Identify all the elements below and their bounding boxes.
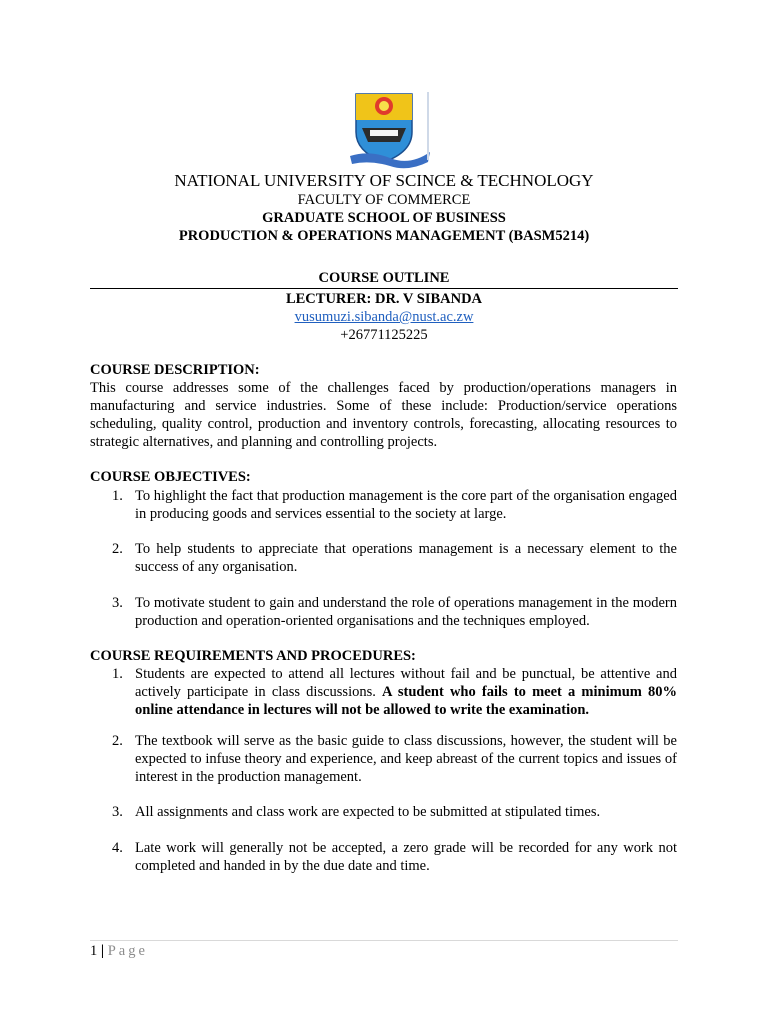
header-divider bbox=[90, 288, 678, 289]
document-title: COURSE OUTLINE bbox=[318, 270, 450, 286]
list-number: 3. bbox=[112, 595, 123, 611]
attendance-warning: A student who fails to meet a minimum 80% online attendance in lectures will not be allowed to write the examination. bbox=[135, 684, 677, 718]
list-number: 3. bbox=[112, 804, 123, 820]
lecturer-email-link[interactable]: vusumuzi.sibanda@nust.ac.zw bbox=[294, 309, 474, 325]
school-name: GRADUATE SCHOOL OF BUSINESS bbox=[262, 210, 506, 226]
list-number: 2. bbox=[112, 541, 123, 557]
requirement-text: The textbook will serve as the basic guide to class discussions, however, the student will be expected to infuse theory and experience, and keep abreast of the current topics and issues of interest in the production management. bbox=[135, 733, 677, 785]
objective-text: To highlight the fact that production management is the core part of the organisation engaged in producing goods and services essential to the society at large. bbox=[135, 488, 677, 522]
page-footer bbox=[90, 942, 148, 960]
footer-separator: | bbox=[100, 943, 105, 959]
list-number: 2. bbox=[112, 733, 123, 749]
requirement-text-regular: Students are expected to attend all lectures without fail and be punctual, be attentive and actively participate in class discussions. bbox=[135, 666, 677, 700]
footer-divider bbox=[90, 940, 678, 941]
list-number: 1. bbox=[112, 488, 123, 504]
requirement-text bbox=[135, 665, 677, 719]
objective-text: To help students to appreciate that operations management is a necessary element to the success of any organisation. bbox=[135, 541, 677, 575]
lecturer-name: LECTURER: DR. V SIBANDA bbox=[285, 291, 483, 307]
course-objectives-heading: COURSE OBJECTIVES: bbox=[90, 469, 251, 485]
requirement-text: Late work will generally not be accepted, a zero grade will be recorded for any work not completed and handed in by the due date and time. bbox=[135, 840, 677, 874]
list-number: 1. bbox=[112, 666, 123, 682]
requirement-text: All assignments and class work are expected to be submitted at stipulated times. bbox=[135, 804, 601, 820]
course-description-text: This course addresses some of the challenges faced by production/operations managers in manufacturing and service industries. Some of these include: Production/service operations scheduling, quality control, production and inventory controls, forecasting, allocating resources to strategic alternatives, and planning and controlling projects. bbox=[90, 380, 677, 450]
course-requirements-heading: COURSE REQUIREMENTS AND PROCEDURES: bbox=[90, 648, 416, 664]
lecturer-phone: +26771125225 bbox=[340, 327, 428, 343]
course-name: PRODUCTION & OPERATIONS MANAGEMENT (BASM5214) bbox=[178, 228, 590, 244]
course-description-heading: COURSE DESCRIPTION: bbox=[90, 362, 260, 378]
page-number: 1 bbox=[90, 943, 98, 959]
objective-text: To motivate student to gain and understand the role of operations management in the modern production and operation-oriented organisations and the techniques employed. bbox=[135, 595, 677, 629]
university-crest-logo bbox=[350, 92, 430, 170]
page-label: Page bbox=[107, 943, 148, 959]
university-name: NATIONAL UNIVERSITY OF SCINCE & TECHNOLOGY bbox=[174, 171, 594, 190]
faculty-name: FACULTY OF COMMERCE bbox=[297, 192, 471, 208]
list-number: 4. bbox=[112, 840, 123, 856]
